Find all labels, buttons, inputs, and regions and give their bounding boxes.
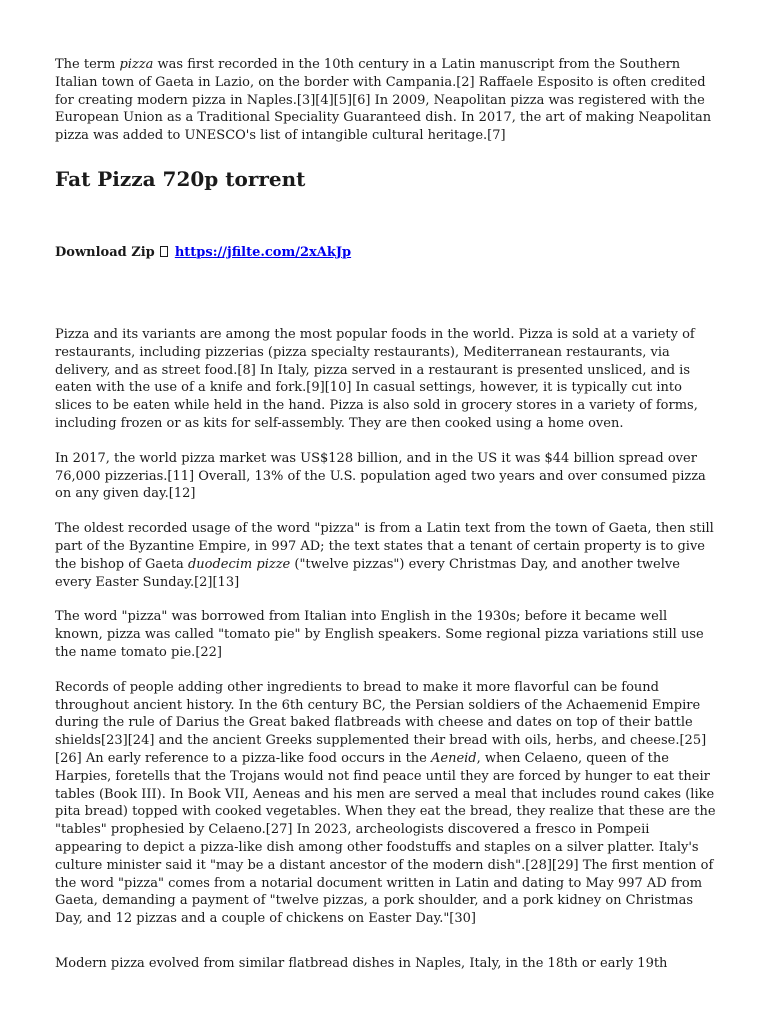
paragraph-oldest-usage-text-2: ("twelve pizzas") every Christmas Day, and another twelve every Easter Sunday.[2][13] xyxy=(55,556,680,590)
document-page xyxy=(55,56,717,973)
paragraph-history-text-1: Records of people adding other ingredients to bread to make it more flavorful can be found throughout ancient history. In the 6th century BC, the Persian soldiers of the Achaemenid Empire during the rule of Darius the Great baked flatbreads with cheese and dates on top of their battle shields[23][24] and the ancient Greeks supplemented their bread with oils, herbs, and cheese.[25][26] An early reference to a pizza-like food occurs in the xyxy=(55,679,707,766)
page-title: Fat Pizza 720p torrent xyxy=(55,166,306,191)
intro-paragraph xyxy=(55,56,717,145)
intro-text-1: The term xyxy=(55,57,120,72)
paragraph-history-text-2: , when Celaeno, queen of the Harpies, foretells that the Trojans would not find peace until they are forced by hunger to eat their tables (Book III). In Book VII, Aeneas and his men are served a meal that includes round cakes (like pita bread) topped with cooked vegetables. When they eat the bread, they realize that these are the "tables" prophesied by Celaeno.[27] In 2023, archeologists discovered a fresco in Pompeii appearing to depict a pizza-like dish among other foodstuffs and staples on a silver platter. Italy's culture minister said it "may be a distant ancestor of the modern dish".[28][29] The first mention of the word "pizza" comes from a notarial document written in Latin and dating to May 997 AD from Gaeta, demanding a payment of "twelve pizzas, a pork shoulder, and a pork kidney on Christmas Day, and 12 pizzas and a couple of chickens on Easter Day."[30] xyxy=(55,750,716,927)
paragraph-english-borrowing: The word "pizza" was borrowed from Italian into English in the 1930s; before it became well known, pizza was called "tomato pie" by English speakers. Some regional pizza variations still use the name tomato pie.[22] xyxy=(55,609,704,660)
intro-text-2: was first recorded in the 10th century in a Latin manuscript from the Southern Italian town of Gaeta in Lazio, on the border with Campania.[2] Raffaele Esposito is often credited for creating modern pizza in Naples.[3][4][5][6] In 2009, Neapolitan pizza was registered with the European Union as a Traditional Speciality Guaranteed dish. In 2017, the art of making Neapolitan pizza was added to UNESCO's list of intangible cultural heritage.[7] xyxy=(55,57,712,144)
missing-glyph-icon xyxy=(160,246,168,257)
download-line xyxy=(55,244,717,262)
intro-emphasis: pizza xyxy=(119,57,154,72)
paragraph-popularity: Pizza and its variants are among the most popular foods in the world. Pizza is sold at a variety of restaurants, including pizzerias (pizza specialty restaurants), Mediterranean restaurants, via delivery, and as street food.[8] In Italy, pizza served in a restaurant is presented unsliced, and is eaten with the use of a knife and fork.[9][10] In casual settings, however, it is typically cut into slices to be eaten while held in the hand. Pizza is also sold in grocery stores in a variety of forms, including frozen or as kits for self-assembly. They are then cooked using a home oven. xyxy=(55,326,698,431)
paragraph-oldest-usage xyxy=(55,520,717,591)
paragraph-history xyxy=(55,679,717,928)
paragraph-history-emphasis: Aeneid xyxy=(431,750,477,766)
paragraph-modern-pizza: Modern pizza evolved from similar flatbread dishes in Naples, Italy, in the 18th or early 19th xyxy=(55,955,668,971)
paragraph-market: In 2017, the world pizza market was US$128 billion, and in the US it was $44 billion spread over 76,000 pizzerias.[11] Overall, 13% of the U.S. population aged two years and over consumed pizza on any given day.[12] xyxy=(55,450,706,502)
download-label: Download Zip xyxy=(55,244,155,260)
download-link[interactable]: https://jfilte.com/2xAkJp xyxy=(174,244,352,260)
paragraph-oldest-usage-text-1: The oldest recorded usage of the word "pizza" is from a Latin text from the town of Gaeta, then still part of the Byzantine Empire, in 997 AD; the text states that a tenant of certain property is to give the bishop of Gaeta xyxy=(55,521,714,572)
paragraph-oldest-usage-emphasis: duodecim pizze xyxy=(187,556,291,572)
